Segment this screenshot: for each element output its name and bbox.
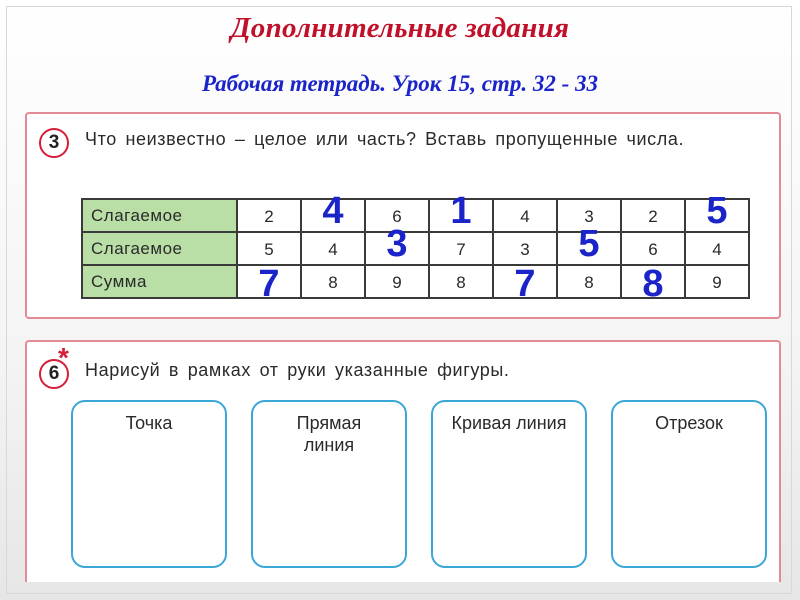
- table-cell[interactable]: [685, 190, 749, 232]
- table-cell[interactable]: [685, 232, 749, 265]
- given-number: 2: [264, 206, 274, 226]
- row-label: Сумма: [82, 265, 237, 298]
- table-cell[interactable]: [237, 232, 301, 265]
- given-number: 7: [456, 239, 466, 259]
- answer-number: 7: [514, 263, 536, 305]
- table-cell[interactable]: [429, 232, 493, 265]
- table-cell[interactable]: [365, 223, 429, 265]
- frame-label: Точка: [125, 413, 173, 433]
- table-cell[interactable]: [493, 232, 557, 265]
- table-cell[interactable]: [557, 265, 621, 298]
- table-cell[interactable]: [429, 190, 493, 232]
- given-number: 3: [584, 206, 594, 226]
- answer-number: 8: [642, 263, 664, 305]
- table-cell[interactable]: [685, 265, 749, 298]
- frame-label: Кривая линия: [451, 413, 567, 433]
- table-cell[interactable]: [237, 263, 301, 305]
- given-number: 4: [712, 239, 722, 259]
- table-cell[interactable]: [493, 263, 557, 305]
- draw-frame-curve-line[interactable]: [431, 400, 587, 568]
- given-number: 4: [520, 206, 530, 226]
- given-number: 6: [648, 239, 658, 259]
- task-6-card: [25, 340, 781, 582]
- row-label: Слагаемое: [82, 232, 237, 265]
- table-cell[interactable]: [621, 263, 685, 305]
- table-row: [82, 232, 749, 265]
- given-number: 3: [520, 239, 530, 259]
- answer-number: 5: [578, 223, 600, 265]
- table-cell[interactable]: [557, 223, 621, 265]
- answer-number: 7: [258, 263, 280, 305]
- page-subtitle: Рабочая тетрадь. Урок 15, стр. 32 - 33: [202, 71, 598, 96]
- draw-frame-straight-line[interactable]: [251, 400, 407, 568]
- task-3-instruction: Что неизвестно – целое или часть? Вставь пропущенные числа.: [85, 129, 685, 149]
- given-number: 8: [328, 272, 338, 292]
- given-number: 4: [328, 239, 338, 259]
- table-cell[interactable]: [429, 265, 493, 298]
- table-cell[interactable]: [301, 265, 365, 298]
- table-cell[interactable]: [237, 199, 301, 232]
- given-number: 6: [392, 206, 402, 226]
- answer-number: 5: [706, 190, 728, 232]
- answer-number: 1: [450, 190, 472, 232]
- row-label: Слагаемое: [82, 199, 237, 232]
- table-cell[interactable]: [621, 232, 685, 265]
- task-3-number: 3: [39, 128, 69, 158]
- given-number: 9: [392, 272, 402, 292]
- answer-number: 4: [322, 190, 344, 232]
- frame-label: Отрезок: [655, 413, 723, 433]
- table-cell[interactable]: [621, 199, 685, 232]
- star-mark: *: [58, 342, 69, 373]
- table-cell[interactable]: [301, 190, 365, 232]
- task-3-card: [25, 112, 781, 319]
- table-cell[interactable]: [365, 265, 429, 298]
- answer-number: 3: [386, 223, 408, 265]
- table-row: [82, 265, 749, 298]
- task-6-number: 6: [39, 359, 69, 389]
- given-number: 9: [712, 272, 722, 292]
- draw-frame-segment[interactable]: [611, 400, 767, 568]
- draw-frame-point[interactable]: [71, 400, 227, 568]
- task-6-instruction: Нарисуй в рамках от руки указанные фигуры.: [85, 360, 510, 380]
- page-title: Дополнительные задания: [230, 12, 570, 44]
- table-cell[interactable]: [301, 232, 365, 265]
- given-number: 8: [584, 272, 594, 292]
- frame-label: Прямая линия: [296, 413, 362, 455]
- given-number: 8: [456, 272, 466, 292]
- table-cell[interactable]: [493, 199, 557, 232]
- addition-table: [81, 190, 750, 305]
- given-number: 2: [648, 206, 658, 226]
- given-number: 5: [264, 239, 274, 259]
